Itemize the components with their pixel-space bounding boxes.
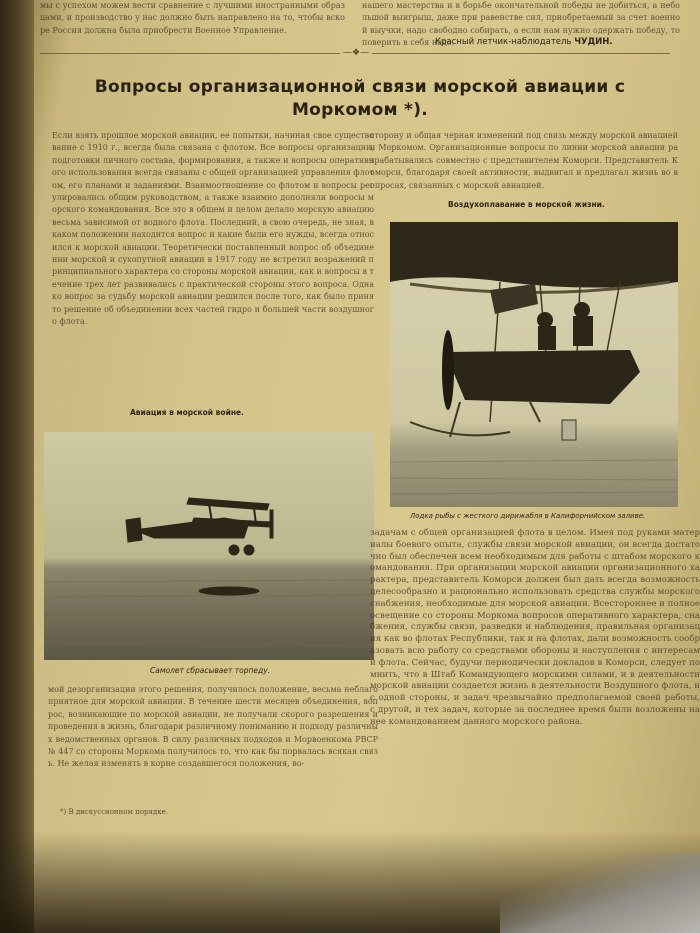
right-column-intro: сторону и общая черная изменений под связь между морской авиацией и Моркомом. Организационные вопросы по линии морской авиации разрабатывались совместно с представителем Коморси. Представитель Коморси, благодаря своей активности, выдвигал и предлагал жизнь во вопросах, связанных с морской авиацией.: [370, 131, 678, 190]
left-column-continued: мой дезорганизации этого решения, получилось положение, весьма неблагоприятное для морской авиации. В течение шести месяцев объединения, вопрос, возникающие по морской авиации, не получали скорого разрешения и проведения в жизнь, благодаря различному пониманию и подходу различных ведомственных органов. В силу различных подходов и Морвоенкома РВСР № 447 со стороны Моркома получилось то, что как бы порвалась всякая связь. Не желая изменять в корне создавшегося положения, во-: [48, 685, 378, 769]
top-right-text: нашего мастерства и в борьбе окончательной победы не добиться, а небольшой выигрыш, даже при равенстве сил, приобретаемый за счет военной выучки, надо свободно собирать, а если нам нужно одержать победу, то поверить в себя надо.: [362, 1, 680, 48]
seaplane-caption-top: Авиация в морской войне.: [130, 408, 244, 417]
signature-prefix: Красный летчик-наблюдатель: [435, 37, 572, 47]
airship-illustration: [390, 222, 678, 507]
right-column-continued: задачам с общей организацией флота в целом. Имея под руками материалы боевого опыта, службы связи морской авиации, он всегда достаточно был обеспечен всем необходимым для работы с штабом морского командования. При организации морской авиации организационного характера, представитель Коморси должен был дать всегда возможность целесообразно и рационально использовать средства службы морского снабжения, необходимые для морской авиации. Всестороннее и полное освещение со стороны Моркома вопросов оперативного характера, снабжения, службы связи, разведки и наблюдения, правильная организация как во флотах Республики, так и на флотах, дали возможность сообразовать всю работу со средствами обороны и наступления с интересами флота. Сейчас, будучи периодически докладов в Коморси, следует помнить, что в Штаб Командующего морскими силами, и в деятельности морской авиации создается жизнь в деятельности Воздушного флота, и с одной стороны, и задач чрезвычайно предполагаемой своей работы, с другой, и тех задач, которые за последнее время были возложены на нее командованием данного морского района.: [370, 528, 700, 727]
left-column-intro: Если взять прошлое морской авиации, ее попытки, начиная свое существование с 1910 г., всегда была связана с флотом. Все вопросы организации, подготовки личного состава, формирования, а также и вопросы оперативного использования всегда связаны с общей организацией управления флотом, его планами и заданиями. Взаимоотношение со флотом и вопросы регулировались общим руководством, а также взаимно дополняли вопросы морского командования. Все это в общем и целом делало морскую авиацию весьма зависимой от водного флота. Последний, в свою очередь, не зная, в каком положении находится вопрос и какие были его нужды, всегда относился к морской авиации. Теоретически поставленный вопрос об объединении морской и сухопутной авиации в 1917 году не встретил возражений принципиального характера со стороны морской авиации, как и вопросы в течение трех лет развивались с практической стороны этого вопроса. Однако вопрос за судьбу морской авиации решился после того, как было принято решение об объединении всех частей гидро и большей части воздушного флота.: [52, 131, 374, 327]
airship-photo: [390, 222, 678, 507]
airship-caption-top: Воздухоплавание в морской жизни.: [448, 200, 605, 209]
article-title: Вопросы организационной связи морской авиации с Моркомом *).: [94, 77, 626, 120]
book-spine-shadow: [0, 0, 34, 933]
top-left-text: мы с успехом можем вести сравнение с лучшими иностранными образцами, и производство у нас должно быть направлено на то, чтобы вскоре Россия должна была приобрести Военное Управление.: [40, 1, 345, 35]
footnote: *) В дискуссионном порядке.: [60, 808, 168, 816]
airship-caption-bottom: Лодка рыбы с жесткого дирижабля в Калифорнийском заливе.: [410, 512, 646, 520]
divider-ornament-icon: —❖—: [340, 48, 372, 58]
seaplane-photo: [44, 432, 374, 660]
table-surface: [500, 853, 700, 933]
author-signature: [435, 37, 613, 47]
seaplane-illustration: [44, 432, 374, 660]
seaplane-caption-bottom: Самолет сбрасывает торпеду.: [150, 666, 271, 675]
signature-name: ЧУДИН.: [574, 37, 613, 47]
